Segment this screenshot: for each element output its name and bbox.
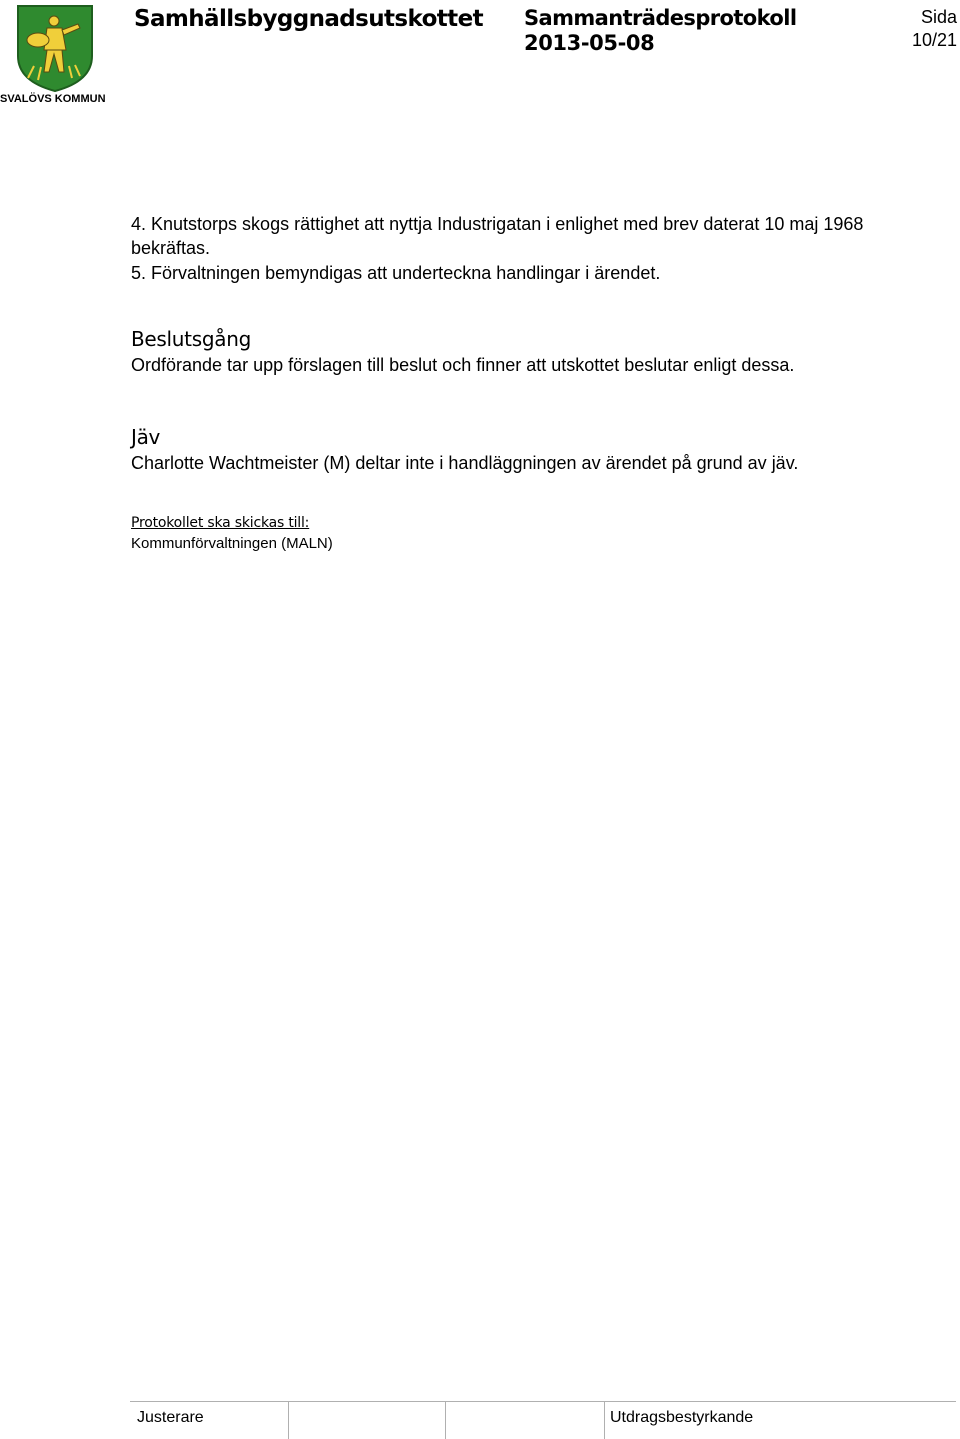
committee-title: Samhällsbyggnadsutskottet xyxy=(134,6,483,32)
distribution-recipient: Kommunförvaltningen (MALN) xyxy=(131,535,333,552)
justerare-label: Justerare xyxy=(137,1409,204,1426)
municipality-name: SVALÖVS KOMMUN xyxy=(0,93,106,105)
utdragsbestyrkande-label: Utdragsbestyrkande xyxy=(610,1409,754,1426)
decision-item-4: 4. Knutstorps skogs rättighet att nyttja Industrigatan i enlighet med brev daterat 10 maj 1968 bekräftas. xyxy=(131,214,864,258)
jav-heading: Jäv xyxy=(131,425,161,449)
footer-divider xyxy=(288,1402,289,1439)
footer-divider xyxy=(604,1402,605,1439)
jav-text: Charlotte Wachtmeister (M) deltar inte i handläggningen av ärendet på grund av jäv. xyxy=(131,453,799,473)
distribution-label: Protokollet ska skickas till: xyxy=(131,515,310,531)
beslutsgang-text: Ordförande tar upp förslagen till beslut och finner att utskottet beslutar enligt dessa. xyxy=(131,355,795,375)
document-type: Sammanträdesprotokoll xyxy=(524,6,797,30)
page-label: Sida xyxy=(920,7,957,27)
decision-item-5: 5. Förvaltningen bemyndigas att underteckna handlingar i ärendet. xyxy=(131,263,661,283)
meeting-date: 2013-05-08 xyxy=(524,31,655,55)
svalov-coat-of-arms-icon xyxy=(14,4,96,92)
signature-footer xyxy=(130,1401,956,1439)
footer-divider xyxy=(445,1402,446,1439)
beslutsgang-heading: Beslutsgång xyxy=(131,327,251,351)
page-number: 10/21 xyxy=(911,30,957,50)
